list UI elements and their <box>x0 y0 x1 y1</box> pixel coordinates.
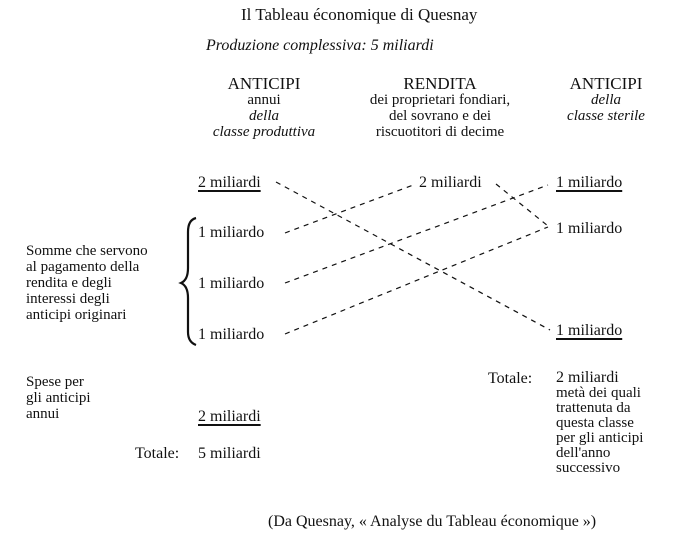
note-line: metà dei quali <box>556 385 641 401</box>
middle-top-value: 2 miliardi <box>419 174 482 191</box>
brace-icon <box>181 218 196 345</box>
flow-line <box>285 184 416 233</box>
note-line: dell'anno <box>556 445 611 461</box>
right-top-value: 1 miliardo <box>556 174 623 191</box>
side-line: interessi degli <box>26 291 110 307</box>
right-totale-note <box>556 370 643 476</box>
flow-line <box>276 182 550 330</box>
note-line: per gli anticipi <box>556 430 644 446</box>
side-label-spese <box>26 374 91 422</box>
side-line: gli anticipi <box>26 390 91 406</box>
column-heading: ANTICIPI <box>569 74 643 93</box>
left-top-value: 2 miliardi <box>198 174 261 191</box>
side-line: al pagamento della <box>26 259 140 275</box>
note-line: questa classe <box>556 415 634 431</box>
right-totale-label: Totale: <box>488 370 533 387</box>
note-line: trattenuta da <box>556 400 631 416</box>
left-flow-value-2: 1 miliardo <box>198 275 265 292</box>
left-flow-value-1: 1 miliardo <box>198 224 265 241</box>
column-subline: della <box>249 108 279 124</box>
column-subline: classe produttiva <box>212 124 316 140</box>
column-heading: ANTICIPI <box>227 74 301 93</box>
side-line: annui <box>26 406 60 422</box>
right-bottom-value: 1 miliardo <box>556 322 623 339</box>
source-citation: (Da Quesnay, « Analyse du Tableau économique ») <box>268 513 597 530</box>
right-totale-value: 2 miliardi <box>556 369 619 386</box>
side-label-somme <box>26 243 148 323</box>
side-line: Somme che servono <box>26 243 148 259</box>
column-subline: classe sterile <box>567 108 645 124</box>
right-mid-value: 1 miliardo <box>556 220 623 237</box>
side-line: anticipi originari <box>26 307 127 323</box>
diagram-subtitle: Produzione complessiva: 5 miliardi <box>206 37 434 54</box>
left-flow-value-3: 1 miliardo <box>198 326 265 343</box>
column-subline: del sovrano e dei <box>388 108 492 124</box>
column-subline: della <box>591 92 621 108</box>
column-subline: dei proprietari fondiari, <box>369 92 511 108</box>
column-subline: riscuotitori di decime <box>375 124 505 140</box>
diagram-title: Il Tableau économique di Quesnay <box>241 5 478 24</box>
flow-line <box>285 185 548 283</box>
note-line: successivo <box>556 460 621 476</box>
flow-line <box>496 184 548 226</box>
left-spese-value: 2 miliardi <box>198 408 261 425</box>
column-heading: RENDITA <box>403 74 477 93</box>
side-line: rendita e degli <box>26 275 112 291</box>
column-subline: annui <box>247 92 281 108</box>
flow-line <box>285 227 548 334</box>
side-line: Spese per <box>26 374 84 390</box>
left-totale-label: Totale: <box>135 445 180 462</box>
left-totale-value: 5 miliardi <box>198 445 261 462</box>
